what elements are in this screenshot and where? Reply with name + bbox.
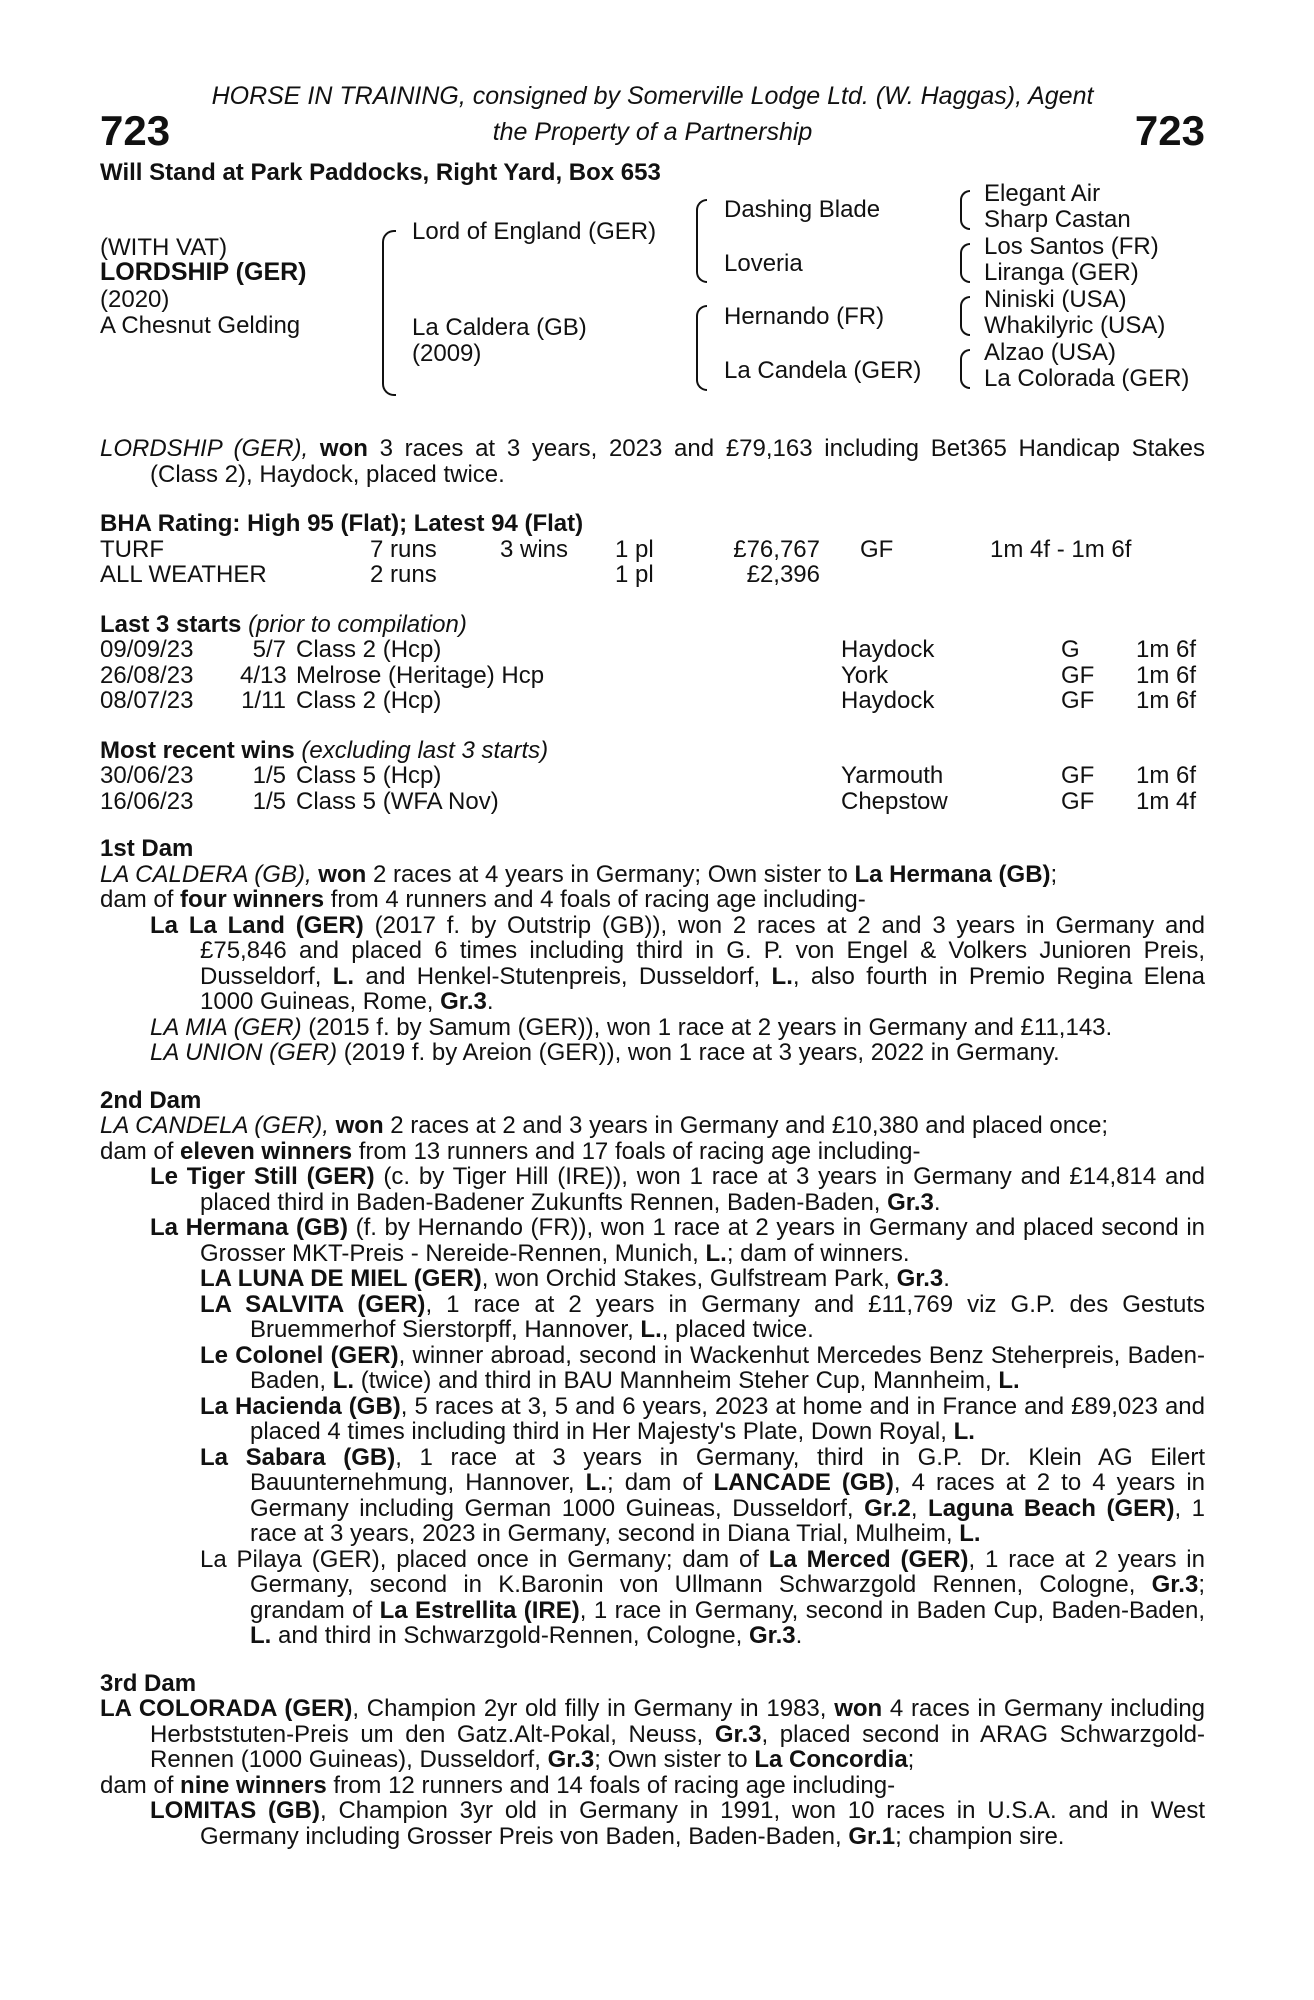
lot-header — [100, 106, 1205, 156]
gg-1: Elegant Air — [984, 180, 1101, 207]
produce-entry: LA LUNA DE MIEL (GER), won Orchid Stakes, Gulfstream Park, Gr.3. — [200, 1265, 950, 1292]
produce-entry: LA SALVITA (GER), 1 race at 2 years in Germany and £11,769 viz G.P. des Gestuts Bruemmerhof Sierstorpff, Hannover, L., placed twice. — [200, 1290, 1205, 1343]
brace-3a — [960, 190, 970, 230]
dam-year: (2009) — [412, 340, 482, 367]
gg-7: Alzao (USA) — [984, 339, 1117, 366]
lot-number-left: 723 — [100, 106, 171, 154]
second-dam-line1: LA CANDELA (GER), won 2 races at 2 and 3 years in Germany and £10,380 and placed once; — [100, 1112, 1109, 1139]
pedigree-table — [100, 180, 1205, 430]
rating-row: ALL WEATHER 2 runs 1 pl £2,396 — [100, 561, 820, 588]
rating-section — [100, 511, 1205, 588]
gg-6: Whakilyric (USA) — [984, 312, 1166, 339]
win-row: 30/06/23 1/5 Class 5 (Hcp) Yarmouth GF 1m 6f — [100, 762, 1197, 789]
recent-wins-section — [100, 738, 1205, 815]
produce-entry: Le Tiger Still (GER) (c. by Tiger Hill (IRE)), won 1 race at 3 years in Germany and £14,814 and placed third in Baden-Badener Zukunfts Rennen, Baden-Baden, Gr.3. — [150, 1163, 1206, 1216]
rating-row: TURF 7 runs 3 wins 1 pl £76,767 GF 1m 4f - 1m 6f — [100, 535, 1132, 563]
produce-entry: La Sabara (GB), 1 race at 3 years in Germany, third in G.P. Dr. Klein AG Eilert Bauunternehmung, Hannover, L.; dam of LANCADE (GB), 4 races at 2 to 4 years in Germany including German 1000 Guineas, Dusseldorf, Gr.2, Laguna Beach (GER), 1 race at 3 years, 2023 in Germany, second in Diana Trial, Mulheim, L. — [200, 1443, 1206, 1547]
sire: Lord of England (GER) — [412, 218, 657, 245]
dam-dam: La Candela (GER) — [724, 357, 922, 384]
brace-3b — [960, 243, 970, 283]
gg-4: Liranga (GER) — [984, 259, 1139, 286]
lot-number-right: 723 — [1134, 106, 1205, 154]
rating-title: BHA Rating: High 95 (Flat); Latest 94 (Flat) — [100, 510, 584, 537]
third-dam-title: 3rd Dam — [100, 1669, 197, 1697]
produce-entry: LA UNION (GER) (2019 f. by Areion (GER)), won 1 race at 3 years, 2022 in Germany. — [150, 1039, 1060, 1066]
dam-sire: Hernando (FR) — [724, 303, 885, 330]
third-dam-line2: dam of nine winners from 12 runners and 14 foals of racing age including- — [100, 1771, 896, 1799]
stand-location: Will Stand at Park Paddocks, Right Yard, Box 653 — [100, 158, 661, 186]
produce-entry: Le Colonel (GER), winner abroad, second in Wackenhut Mercedes Benz Steherpreis, Baden-Baden, L. (twice) and third in BAU Mannheim Steher Cup, Mannheim, L. — [200, 1341, 1205, 1394]
gg-5: Niniski (USA) — [984, 286, 1127, 313]
second-dam-line2: dam of eleven winners from 13 runners and 17 foals of racing age including- — [100, 1137, 921, 1165]
produce-entry: LOMITAS (GB), Champion 3yr old in Germany in 1991, won 10 races in U.S.A. and in West Germany including Grosser Preis von Baden, Baden-Baden, Gr.1; champion sire. — [150, 1797, 1205, 1850]
horse-name: LORDSHIP (GER) — [100, 258, 307, 286]
recent-wins-title: Most recent wins (excluding last 3 starts) — [100, 736, 549, 764]
horse-year: (2020) — [100, 286, 170, 313]
produce-entry: La Hermana (GB) (f. by Hernando (FR)), won 1 race at 2 years in Germany and placed second in Grosser MKT-Preis - Nereide-Rennen, Munich, L.; dam of winners. — [150, 1214, 1206, 1267]
produce-entry: La Pilaya (GER), placed once in Germany; dam of La Merced (GER), 1 race at 2 years in Germany, second in K.Baronin von Ullmann Schwarzgold Rennen, Cologne, Gr.3; grandam of La Estrellita (IRE), 1 race in Germany, second in Baden Cup, Baden-Baden, L. and third in Schwarzgold-Rennen, Cologne, Gr.3. — [200, 1545, 1206, 1649]
start-row: 09/09/23 5/7 Class 2 (Hcp) Haydock G 1m 6f — [100, 636, 1197, 663]
brace-2b — [696, 305, 707, 391]
race-summary: LORDSHIP (GER), won 3 races at 3 years, 2023 and £79,163 including Bet365 Handicap Stakes (Class 2), Haydock, placed twice. — [100, 435, 1205, 488]
gg-8: La Colorada (GER) — [984, 365, 1190, 392]
brace-3d — [960, 349, 970, 389]
first-dam-title: 1st Dam — [100, 835, 194, 862]
catalogue-page — [100, 84, 1205, 1849]
first-dam-line1: LA CALDERA (GB), won 2 races at 4 years in Germany; Own sister to La Hermana (GB); — [100, 860, 1058, 888]
brace-3c — [960, 296, 970, 336]
consignment-line: HORSE IN TRAINING, consigned by Somerville Lodge Ltd. (W. Haggas), Agent — [211, 82, 1094, 110]
brace-1 — [382, 230, 396, 396]
produce-entry: La Hacienda (GB), 5 races at 3, 5 and 6 years, 2023 at home and in France and £89,023 and placed 4 times including third in Her Majesty's Plate, Down Royal, L. — [200, 1392, 1205, 1445]
brace-2a — [696, 199, 707, 283]
first-dam-line2: dam of four winners from 4 runners and 4 foals of racing age including- — [100, 886, 866, 913]
horse-description: A Chesnut Gelding — [100, 312, 301, 339]
second-dam-title: 2nd Dam — [100, 1086, 202, 1114]
sire-dam: Loveria — [724, 250, 803, 277]
dam: La Caldera (GB) — [412, 314, 587, 341]
last-starts-section — [100, 612, 1205, 714]
sire-sire: Dashing Blade — [724, 196, 881, 223]
first-dam-section — [100, 836, 1205, 1066]
property-line: the Property of a Partnership — [492, 117, 813, 146]
start-row: 26/08/23 4/13 Melrose (Heritage) Hcp York GF 1m 6f — [100, 661, 1197, 689]
gg-2: Sharp Castan — [984, 206, 1131, 233]
third-dam-section — [100, 1671, 1205, 1850]
second-dam-section — [100, 1088, 1205, 1649]
win-row: 16/06/23 1/5 Class 5 (WFA Nov) Chepstow GF 1m 4f — [100, 787, 1197, 815]
start-row: 08/07/23 1/11 Class 2 (Hcp) Haydock GF 1m 6f — [100, 687, 1197, 714]
produce-entry: LA MIA (GER) (2015 f. by Samum (GER)), won 1 race at 2 years in Germany and £11,143. — [150, 1013, 1113, 1041]
gg-3: Los Santos (FR) — [984, 233, 1159, 260]
produce-entry: La La Land (GER) (2017 f. by Outstrip (GB)), won 2 races at 2 and 3 years in Germany and £75,846 and placed 6 times including third in G. P. von Engel & Volkers Junioren Preis, Dusseldorf, L. and Henkel-Stutenpreis, Dusseldorf, L., also fourth in Premio Regina Elena 1000 Guineas, Rome, Gr.3. — [150, 911, 1206, 1015]
third-dam-line1: LA COLORADA (GER), Champion 2yr old filly in Germany in 1983, won 4 races in Germany including Herbststuten-Preis um den Gatz.Alt-Pokal, Neuss, Gr.3, placed second in ARAG Schwarzgold-Rennen (1000 Guineas), Dusseldorf, Gr.3; Own sister to La Concordia; — [100, 1695, 1206, 1773]
last-starts-title: Last 3 starts (prior to compilation) — [100, 610, 467, 638]
vat-note: (WITH VAT) — [100, 234, 228, 261]
